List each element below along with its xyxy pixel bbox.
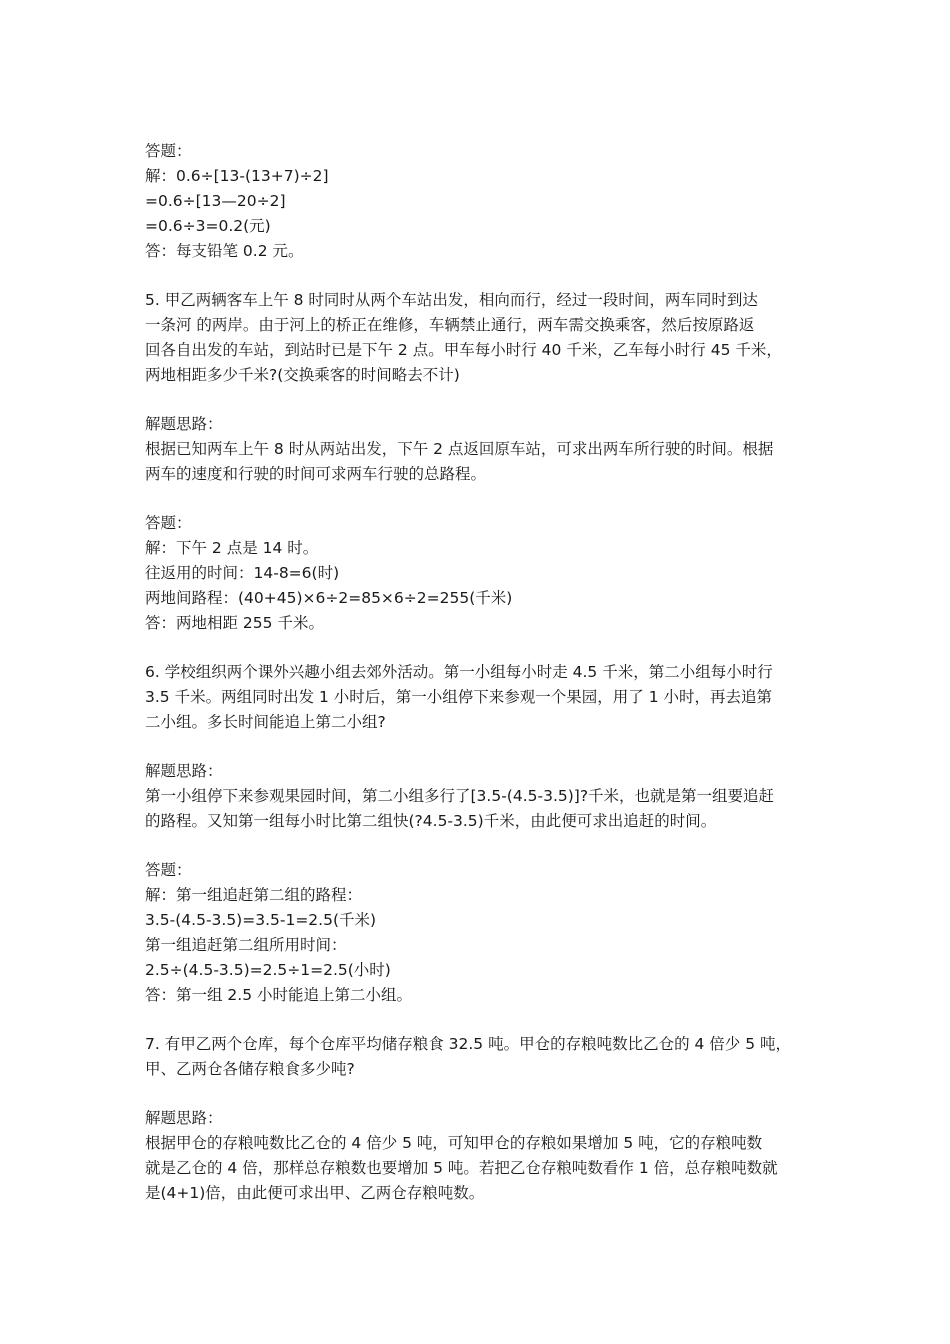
text-line: 两车的速度和行驶的时间可求两车行驶的总路程。	[145, 465, 487, 483]
text-line: 答题：	[145, 514, 192, 532]
text-line: 答题：	[145, 142, 192, 160]
paragraph-gap	[145, 1082, 815, 1106]
paragraph-gap	[145, 388, 815, 412]
text-line: 往返用的时间：14-8=6(时)	[145, 564, 340, 582]
text-line: 根据已知两车上午 8 时从两站出发，下午 2 点返回原车站，可求出两车所行驶的时间。根据	[145, 440, 774, 458]
text-line: 3.5-(4.5-3.5)=3.5-1=2.5(千米)	[145, 911, 377, 929]
text-line: 答题：	[145, 861, 192, 879]
text-line: 解题思路：	[145, 415, 223, 433]
text-line: 甲、乙两仓各储存粮食多少吨?	[145, 1060, 355, 1078]
text-line: 回各自出发的车站，到站时已是下午 2 点。甲车每小时行 40 千米，乙车每小时行 45 千米，	[145, 341, 782, 359]
text-line: 解题思路：	[145, 1109, 223, 1127]
text-line: 答：第一组 2.5 小时能追上第二小组。	[145, 986, 413, 1004]
text-line: 就是乙仓的 4 倍，那样总存粮数也要增加 5 吨。若把乙仓存粮吨数看作 1 倍，总存粮吨数就	[145, 1159, 778, 1177]
text-line: 是(4+1)倍，由此便可求出甲、乙两仓存粮吨数。	[145, 1184, 485, 1202]
text-line: 解：第一组追赶第二组的路程：	[145, 886, 363, 904]
text-line: =0.6÷3=0.2(元)	[145, 217, 271, 235]
text-line: 两地间路程：(40+45)×6÷2=85×6÷2=255(千米)	[145, 589, 513, 607]
text-line: 二小组。多长时间能追上第二小组?	[145, 713, 386, 731]
text-line: 解题思路：	[145, 762, 223, 780]
text-line: 第一组追赶第二组所用时间：	[145, 936, 347, 954]
text-line: 一条河 的两岸。由于河上的桥正在维修，车辆禁止通行，两车需交换乘客，然后按原路返	[145, 316, 755, 334]
text-line: 第一小组停下来参观果园时间，第二小组多行了[3.5-(4.5-3.5)]?千米，也就是第一组要追赶	[145, 787, 775, 805]
paragraph-gap	[145, 1008, 815, 1032]
text-line: =0.6÷[13—20÷2]	[145, 192, 286, 210]
document-page	[145, 139, 815, 1206]
paragraph-gap	[145, 636, 815, 660]
text-line: 的路程。又知第一组每小时比第二组快(?4.5-3.5)千米，由此便可求出追赶的时间。	[145, 812, 717, 830]
paragraph-gap	[145, 834, 815, 858]
paragraph-gap	[145, 487, 815, 511]
paragraph-gap	[145, 735, 815, 759]
text-line: 解：下午 2 点是 14 时。	[145, 539, 319, 557]
text-line: 两地相距多少千米?(交换乘客的时间略去不计)	[145, 366, 460, 384]
text-line: 5. 甲乙两辆客车上午 8 时同时从两个车站出发，相向而行，经过一段时间，两车同时到达	[145, 291, 758, 309]
paragraph-gap	[145, 264, 815, 288]
text-line: 解：0.6÷[13-(13+7)÷2]	[145, 167, 329, 185]
text-line: 答：两地相距 255 千米。	[145, 614, 324, 632]
text-line: 3.5 千米。两组同时出发 1 小时后，第一小组停下来参观一个果园，用了 1 小时，再去追第	[145, 688, 773, 706]
text-line: 根据甲仓的存粮吨数比乙仓的 4 倍少 5 吨，可知甲仓的存粮如果增加 5 吨，它的存粮吨数	[145, 1134, 763, 1152]
text-line: 7. 有甲乙两个仓库，每个仓库平均储存粮食 32.5 吨。甲仓的存粮吨数比乙仓的 4 倍少 5 吨，	[145, 1035, 792, 1053]
text-line: 6. 学校组织两个课外兴趣小组去郊外活动。第一小组每小时走 4.5 千米，第二小组每小时行	[145, 663, 773, 681]
text-line: 2.5÷(4.5-3.5)=2.5÷1=2.5(小时)	[145, 961, 391, 979]
text-line: 答：每支铅笔 0.2 元。	[145, 242, 304, 260]
